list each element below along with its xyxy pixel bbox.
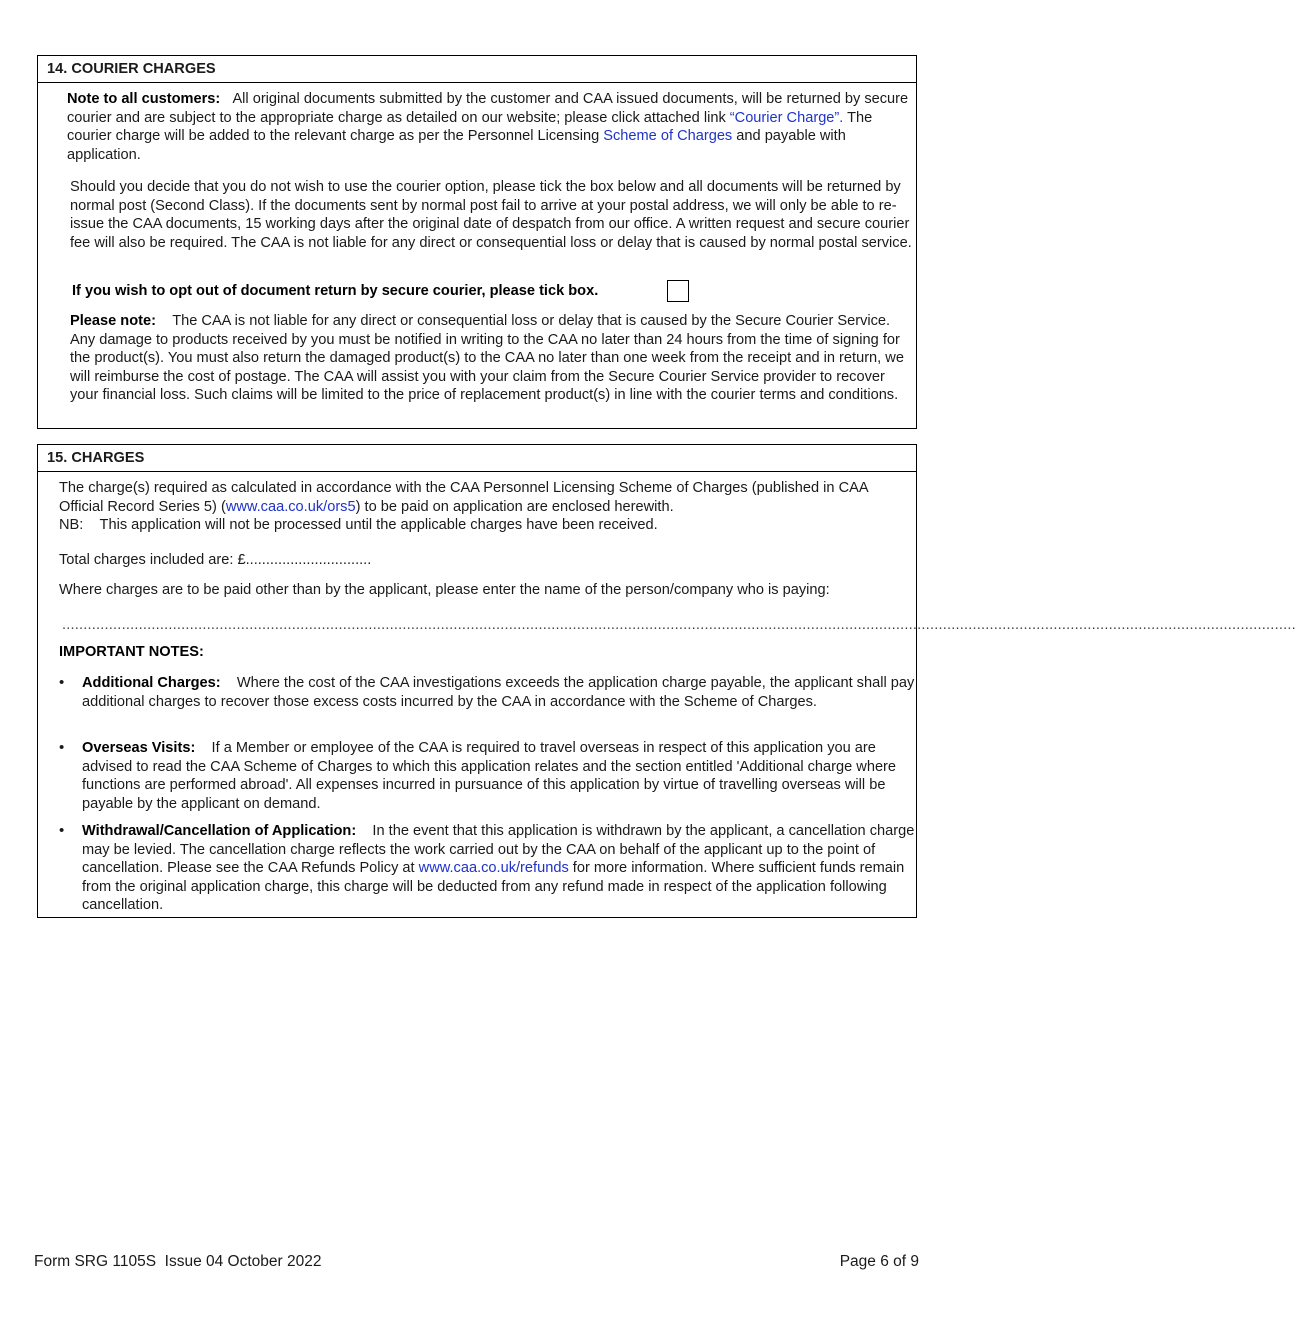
important-notes-title: IMPORTANT NOTES: xyxy=(59,644,204,660)
nb-label: NB: xyxy=(59,517,84,534)
optout-question: If you wish to opt out of document return by secure courier, please tick box. xyxy=(72,283,599,299)
section-15-title: 15. CHARGES xyxy=(38,445,916,472)
additional-charges-text: Where the cost of the CAA investigations exceeds the application charge payable, the applicant shall pay additional charges to recover those excess costs incurred by the CAA in accordance with the Scheme of Charges. xyxy=(82,675,915,710)
bullet-dot: • xyxy=(59,674,65,691)
withdrawal-text-1: In the event that this application is withdrawn by the applicant, a cancellation charge may be levied. The cancellation charge reflects the work carried out by the CAA on behalf of the applicant up to the point of cancellation. Please see the CAA Refunds Policy at xyxy=(82,823,915,877)
charges-intro xyxy=(59,479,915,535)
refunds-link[interactable]: www.caa.co.uk/refunds xyxy=(418,860,569,877)
form-identifier: Form SRG 1105S Issue 04 October 2022 xyxy=(34,1253,322,1270)
overseas-visits-label: Overseas Visits: xyxy=(82,740,196,756)
note-text-1: All original documents submitted by the customer and CAA issued documents, will be returned by secure courier and are subject to the appropriate charge as detailed on our website; please click attached link xyxy=(67,91,909,126)
bullet-dot: • xyxy=(59,739,65,756)
total-charges-dotted-line: ............................... xyxy=(245,552,372,568)
overseas-visits-note xyxy=(82,739,916,813)
please-note-label: Please note: xyxy=(70,313,156,329)
withdrawal-label: Withdrawal/Cancellation of Application: xyxy=(82,823,357,839)
optout-checkbox[interactable] xyxy=(667,280,689,302)
payer-name-field[interactable]: .................................................................................................................................................................................................................................................................................................. xyxy=(62,617,1296,633)
courier-charge-link[interactable]: “Courier Charge”. xyxy=(729,109,844,126)
charges-intro-2: ) to be paid on application are enclosed herewith. xyxy=(355,498,674,515)
withdrawal-note xyxy=(82,822,916,915)
charges-intro-1: The charge(s) required as calculated in accordance with the CAA Personnel Licensing Scheme of Charges (published in CAA Official Record Series 5) ( xyxy=(59,480,868,515)
additional-charges-label: Additional Charges: xyxy=(82,675,221,691)
note-text-2: The courier charge will be added to the relevant charge as per the Personnel Licensing xyxy=(67,109,873,145)
nb-text: This application will not be processed until the applicable charges have been received. xyxy=(99,517,658,534)
optout-paragraph: Should you decide that you do not wish to use the courier option, please tick the box below and all documents will be returned by normal post (Second Class). If the documents sent by normal post fail to arrive at your postal address, we will only be able to re-issue the CAA documents, 15 working days after the original date of despatch from our office. A written request and secure courier fee will also be required. The CAA is not liable for any direct or consequential loss or delay that is caused by normal postal service. xyxy=(70,179,912,251)
additional-charges-note xyxy=(82,674,916,711)
note-label: Note to all customers: xyxy=(67,91,221,107)
payer-question: Where charges are to be paid other than by the applicant, please enter the name of the person/company who is paying: xyxy=(59,582,830,598)
overseas-visits-text: If a Member or employee of the CAA is required to travel overseas in respect of this application you are advised to read the CAA Scheme of Charges to which this application relates and the section entitled 'Additional charge where functions are performed abroad'. All expenses incurred in pursuance of this application by virtue of travelling overseas will be payable by the applicant on demand. xyxy=(82,740,897,812)
page-number: Page 6 of 9 xyxy=(839,1253,919,1270)
total-charges-row xyxy=(59,551,559,570)
scheme-of-charges-link[interactable]: Scheme of Charges xyxy=(603,128,733,145)
section-14-title: 14. COURIER CHARGES xyxy=(38,56,916,83)
ors5-link[interactable]: www.caa.co.uk/ors5 xyxy=(225,498,356,515)
please-note-text: The CAA is not liable for any direct or consequential loss or delay that is caused by the Secure Courier Service. Any damage to products received by you must be notified in writing to the CAA no later than 24 hours from the time of signing for the product(s). You must also return the damaged product(s) to the CAA no later than one week from the receipt and in return, we will reimburse the cost of postage. The CAA will assist you with your claim from the Secure Courier Service provider to recover your financial loss. Such claims will be limited to the price of replacement product(s) in line with the courier terms and conditions. xyxy=(70,313,904,404)
note-to-customers xyxy=(67,90,917,164)
note-text-3: and payable with application. xyxy=(67,128,846,163)
bullet-dot: • xyxy=(59,822,65,839)
please-note-paragraph xyxy=(70,312,916,405)
withdrawal-text-2: for more information. Where sufficient funds remain from the original application charge, this charge will be deducted from any refund made in respect of the application following cancellation. xyxy=(82,860,905,914)
total-charges-label: Total charges included are: £ xyxy=(59,552,246,568)
